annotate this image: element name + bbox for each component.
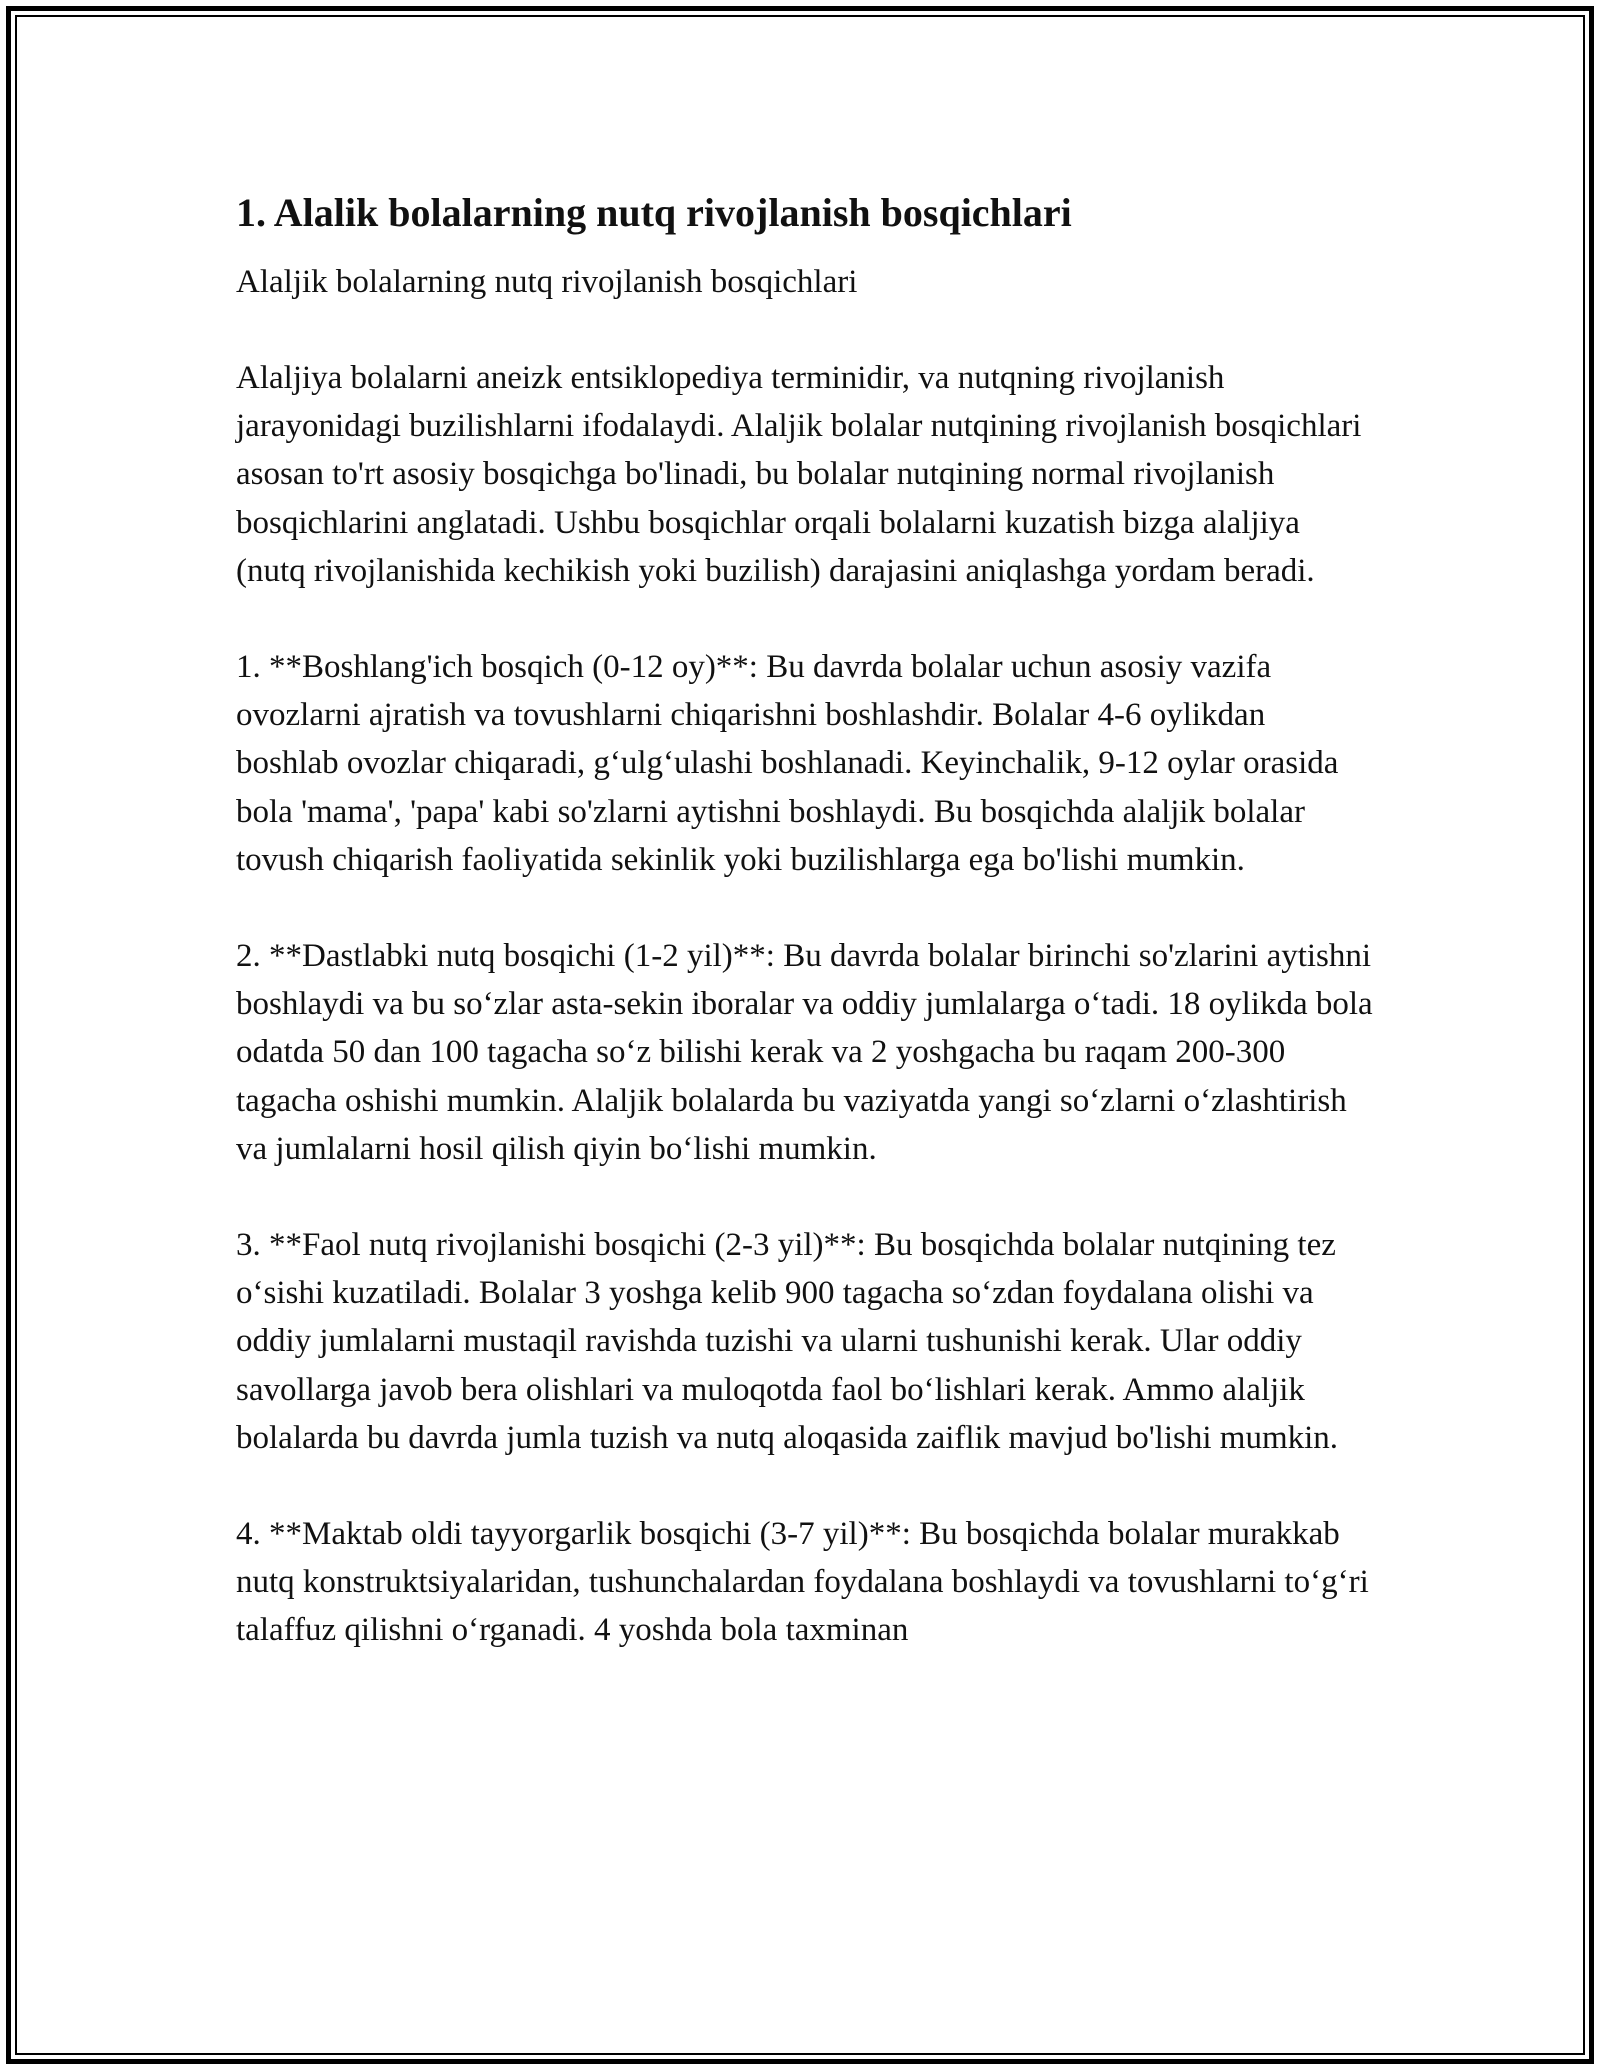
document-title: 1. Alalik bolalarning nutq rivojlanish bosqichlari xyxy=(236,190,1072,235)
paragraph-stage-3: 3. **Faol nutq rivojlanishi bosqichi (2-3 yil)**: Bu bosqichda bolalar nutqining tez o‘sishi kuzatiladi. Bolalar 3 yoshga kelib 900 tagacha so‘zdan foydalana olishi va oddiy jumlalarni mustaqil ravishda tuzishi va ularni tushunishi kerak. Ular oddiy savollarga javob bera olishlari va muloqotda faol bo‘lishlari kerak. Ammo alaljik bolalarda bu davrda jumla tuzish va nutq aloqasida zaiflik mavjud bo'lishi mumkin. xyxy=(236,1227,1339,1456)
document-body xyxy=(236,186,1376,1703)
document-subtitle: Alaljik bolalarning nutq rivojlanish bosqichlari xyxy=(236,264,858,300)
paragraph-stage-1: 1. **Boshlang'ich bosqich (0-12 oy)**: Bu davrda bolalar uchun asosiy vazifa ovozlarni ajratish va tovushlarni chiqarishni boshlashdir. Bolalar 4-6 oylikdan boshlab ovozlar chiqaradi, g‘ulg‘ulashi boshlanadi. Keyinchalik, 9-12 oylar orasida bola 'mama', 'papa' kabi so'zlarni aytishni boshlaydi. Bu bosqichda alaljik bolalar tovush chiqarish faoliyatida sekinlik yoki buzilishlarga ega bo'lishi mumkin. xyxy=(236,649,1339,878)
paragraph-stage-4: 4. **Maktab oldi tayyorgarlik bosqichi (3-7 yil)**: Bu bosqichda bolalar murakkab nutq konstruktsiyalaridan, tushunchalardan foydalana boshlaydi va tovushlarni to‘g‘ri talaffuz qilishni o‘rganadi. 4 yoshda bola taxminan xyxy=(236,1516,1369,1649)
paragraph-intro: Alaljiya bolalarni aneizk entsiklopediya terminidir, va nutqning rivojlanish jarayonidagi buzilishlarni ifodalaydi. Alaljik bolalar nutqining rivojlanish bosqichlari asosan to'rt asosiy bosqichga bo'linadi, bu bolalar nutqining normal rivojlanish bosqichlarini anglatadi. Ushbu bosqichlar orqali bolalarni kuzatish bizga alaljiya (nutq rivojlanishida kechikish yoki buzilish) darajasini aniqlashga yordam beradi. xyxy=(236,360,1362,589)
paragraph-stage-2: 2. **Dastlabki nutq bosqichi (1-2 yil)**: Bu davrda bolalar birinchi so'zlarini aytishni boshlaydi va bu so‘zlar asta-sekin iboralar va oddiy jumlalarga o‘tadi. 18 oylikda bola odatda 50 dan 100 tagacha so‘z bilishi kerak va 2 yoshgacha bu raqam 200-300 tagacha oshishi mumkin. Alaljik bolalarda bu vaziyatda yangi so‘zlarni o‘zlashtirish va jumlalarni hosil qilish qiyin bo‘lishi mumkin. xyxy=(236,938,1373,1167)
